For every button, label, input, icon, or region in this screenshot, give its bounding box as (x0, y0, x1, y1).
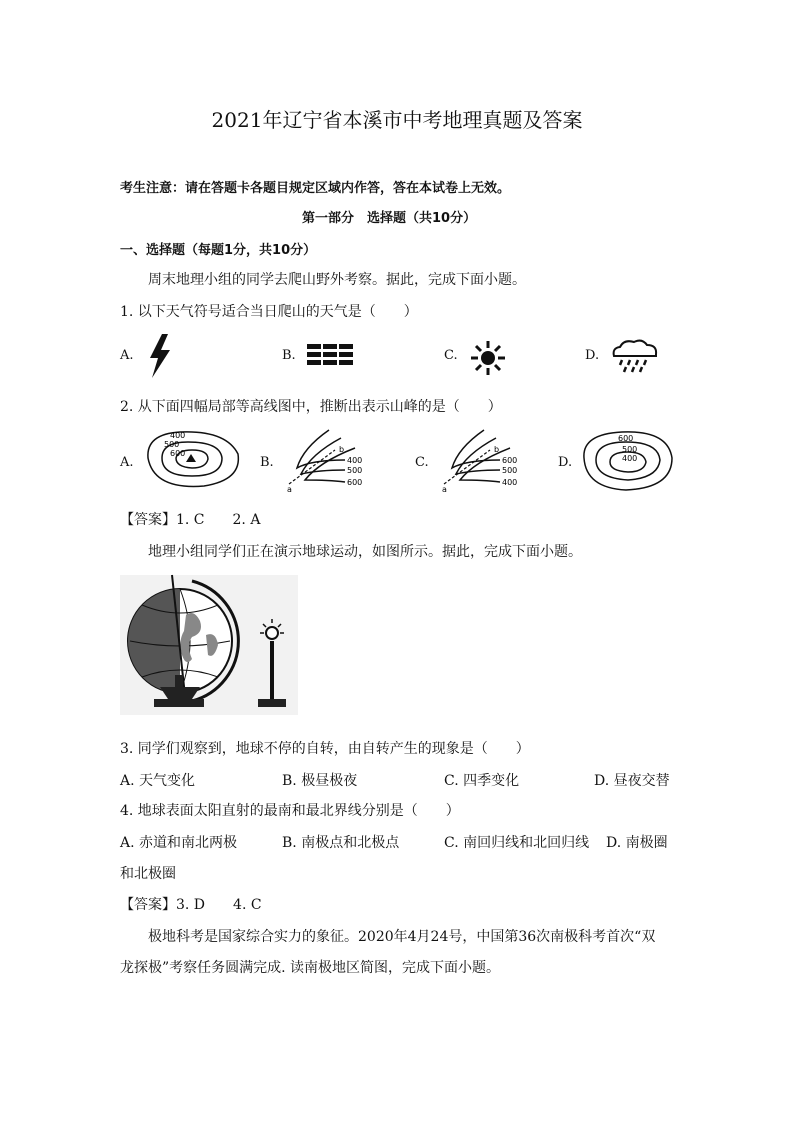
contour-label: 400 (170, 431, 186, 440)
section-heading: 一、选择题（每题1分，共10分） (120, 243, 317, 258)
question-2: 2. 从下面四幅局部等高线图中，推断出表示山峰的是（ ） (120, 399, 502, 415)
q4-option-d: D. 南极圈 (606, 835, 668, 851)
contour-label: 500 (164, 440, 180, 449)
intro-paragraph-1: 周末地理小组的同学去爬山野外考察。据此，完成下面小题。 (148, 272, 526, 288)
part-heading: 第一部分 选择题（共10分） (302, 211, 477, 226)
exam-notice: 考生注意：请在答题卡各题目规定区域内作答，答在本试卷上无效。 (120, 181, 511, 196)
intro-paragraph-3-line-2: 龙探极”考察任务圆满完成. 读南极地区简图，完成下面小题。 (120, 960, 501, 976)
q3-option-d: D. 昼夜交替 (594, 773, 670, 789)
lightning-icon (144, 332, 176, 380)
question-4: 4. 地球表面太阳直射的最南和最北界线分别是（ ） (120, 803, 460, 819)
contour-map-d (580, 428, 676, 494)
intro-paragraph-2: 地理小组同学们正在演示地球运动，如图所示。据此，完成下面小题。 (148, 544, 582, 560)
point-label: a (442, 485, 447, 494)
q4-option-d-continuation: 和北极圈 (120, 866, 176, 882)
point-label: b (494, 445, 500, 454)
contour-label: 400 (347, 456, 363, 465)
q4-option-b: B. 南极点和北极点 (282, 835, 400, 851)
contour-label: 500 (502, 466, 518, 475)
q1-option-b-label: B. (282, 348, 296, 363)
question-3: 3. 同学们观察到，地球不停的自转，由自转产生的现象是（ ） (120, 741, 530, 757)
q3-option-b: B. 极昼极夜 (282, 773, 358, 789)
q1-option-c-label: C. (444, 348, 458, 363)
contour-label: 600 (618, 434, 634, 443)
question-1: 1. 以下天气符号适合当日爬山的天气是（ ） (120, 304, 418, 320)
globe-lamp-figure (120, 575, 298, 715)
q2-option-b-label: B. (260, 455, 274, 470)
point-label: b (339, 445, 345, 454)
q2-option-a-label: A. (120, 455, 134, 470)
answer-2: 【答案】3. D 4. C (120, 897, 262, 913)
fog-icon (307, 343, 355, 367)
contour-label: 600 (502, 456, 518, 465)
contour-map-a (140, 428, 244, 490)
contour-label: 400 (622, 454, 638, 463)
point-label: a (287, 485, 292, 494)
contour-label: 600 (347, 478, 363, 487)
contour-label: 500 (347, 466, 363, 475)
q1-option-a-label: A. (120, 348, 134, 363)
contour-label: 400 (502, 478, 518, 487)
q2-option-c-label: C. (415, 455, 429, 470)
rain-cloud-icon (610, 338, 660, 374)
contour-map-b (283, 428, 369, 494)
sun-icon (470, 340, 506, 376)
page-title: 2021年辽宁省本溪市中考地理真题及答案 (211, 108, 583, 132)
q3-option-c: C. 四季变化 (444, 773, 520, 789)
q4-option-c: C. 南回归线和北回归线 (444, 835, 590, 851)
answer-1: 【答案】1. C 2. A (120, 512, 261, 528)
q1-option-d-label: D. (585, 348, 600, 363)
contour-map-c (438, 428, 524, 494)
q3-option-a: A. 天气变化 (120, 773, 196, 789)
q2-option-d-label: D. (558, 455, 573, 470)
q4-option-a: A. 赤道和南北两极 (120, 835, 238, 851)
contour-label: 500 (622, 445, 638, 454)
intro-paragraph-3-line-1: 极地科考是国家综合实力的象征。2020年4月24号，中国第36次南极科考首次“双 (148, 929, 656, 945)
contour-label: 600 (170, 449, 186, 458)
